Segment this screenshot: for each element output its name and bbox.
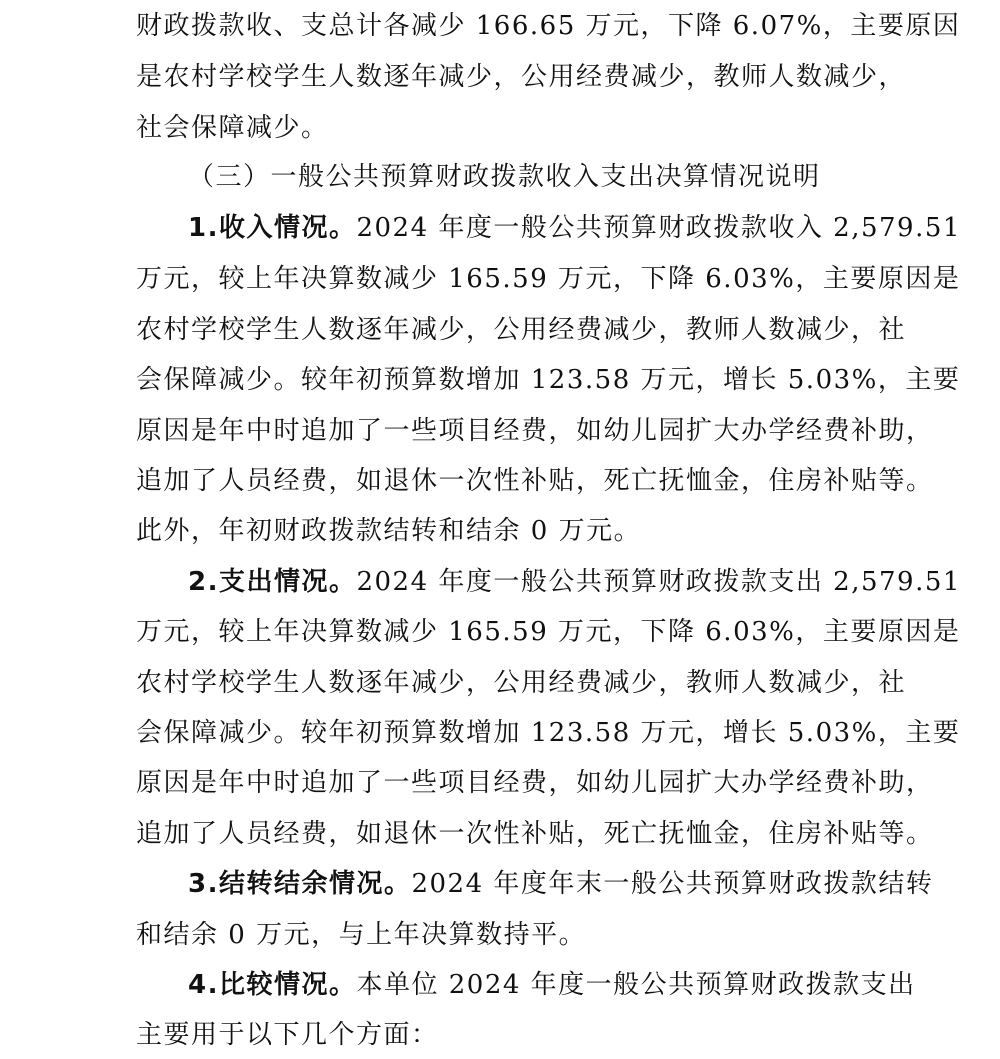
text-line: 追加了人员经费，如退休一次性补贴，死亡抚恤金，住房补贴等。	[136, 819, 934, 849]
text-line: 万元，较上年决算数减少 165.59 万元，下降 6.03%，主要原因是	[136, 264, 961, 294]
text-line: 会保障减少。较年初预算数增加 123.58 万元，增长 5.03%，主要	[136, 365, 961, 395]
paragraph-lead: 3.结转结余情况。	[188, 869, 412, 899]
paragraph-first-line	[188, 965, 916, 1005]
paragraph-lead: 4.比较情况。	[188, 970, 357, 1000]
text-line: 农村学校学生人数逐年减少，公用经费减少，教师人数减少，社	[136, 668, 907, 698]
text-line: 农村学校学生人数逐年减少，公用经费减少，教师人数减少，社	[136, 315, 907, 345]
text-line: 追加了人员经费，如退休一次性补贴，死亡抚恤金，住房补贴等。	[136, 466, 934, 496]
paragraph-first-line	[188, 562, 961, 602]
text-line: 此外，年初财政拨款结转和结余 0 万元。	[136, 516, 642, 546]
text-run: 本单位 2024 年度一般公共预算财政拨款支出	[356, 970, 916, 1000]
paragraph-first-line	[188, 864, 933, 904]
text-run: 2024 年度一般公共预算财政拨款支出 2,579.51	[356, 567, 961, 597]
text-line: 原因是年中时追加了一些项目经费，如幼儿园扩大办学经费补助，	[136, 768, 934, 798]
paragraph-lead: 2.支出情况。	[188, 567, 357, 597]
text-line: 主要用于以下几个方面：	[136, 1020, 439, 1050]
paragraph-first-line	[188, 208, 961, 248]
text-run: 2024 年度年末一般公共预算财政拨款结转	[411, 869, 934, 899]
section-heading: （三）一般公共预算财政拨款收入支出决算情况说明	[188, 162, 821, 192]
text-line: 和结余 0 万元，与上年决算数持平。	[136, 920, 587, 950]
paragraph-lead: 1.收入情况。	[188, 213, 357, 243]
text-line: 社会保障减少。	[136, 113, 329, 143]
text-run: 2024 年度一般公共预算财政拨款收入 2,579.51	[356, 213, 961, 243]
text-line: 万元，较上年决算数减少 165.59 万元，下降 6.03%，主要原因是	[136, 617, 961, 647]
text-line: 会保障减少。较年初预算数增加 123.58 万元，增长 5.03%，主要	[136, 718, 961, 748]
text-line: 原因是年中时追加了一些项目经费，如幼儿园扩大办学经费补助，	[136, 416, 934, 446]
text-line: 是农村学校学生人数逐年减少，公用经费减少，教师人数减少，	[136, 62, 907, 92]
text-line: 财政拨款收、支总计各减少 166.65 万元，下降 6.07%，主要原因	[136, 11, 961, 41]
